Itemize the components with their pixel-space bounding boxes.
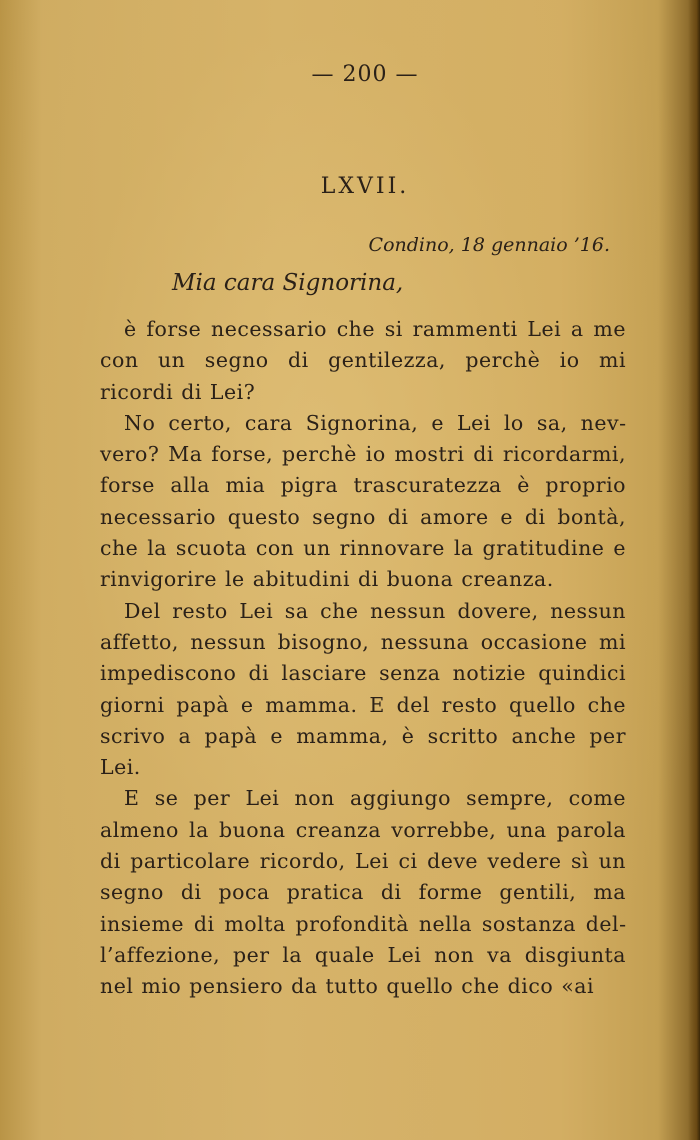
paragraph: E se per Lei non aggiungo sempre, come almeno la buona creanza vorrebbe, una parola di particolare ricordo, Lei ci deve vedere sì un segno di poca pratica di forme gentili, ma insieme di molta profondità nella sostanza dell’affezione, per la quale Lei non va disgiunta nel mio pensiero da tutto quello che dico «ai	[100, 786, 626, 999]
page-edge-shadow	[688, 0, 700, 1140]
letter-salutation: Mia cara Signorina,	[172, 270, 404, 296]
paragraph: è forse necessario che si rammenti Lei a me con un segno di gentilezza, perchè io mi ricordi di Lei?	[100, 317, 626, 404]
chapter-heading: LXVII.	[320, 174, 410, 199]
page-number: — 200 —	[311, 62, 419, 87]
paragraph: Del resto Lei sa che nessun dovere, nessun affetto, nessun bisogno, nessuna occasione mi impediscono di lasciare senza notizie quindici giorni papà e mamma. E del resto quello che scrivo a papà e mamma, è scritto anche per Lei.	[100, 598, 626, 780]
letter-body	[100, 314, 626, 1003]
letter-dateline: Condino, 18 gennaio ’16.	[368, 234, 610, 256]
paragraph: No certo, cara Signorina, e Lei lo sa, nevvero? Ma forse, perchè io mostri di ricordarmi, forse alla mia pigra trascuratezza è proprio necessario questo segno di amore e di bontà, che la scuota con un rinnovare la gratitudine e rinvigorire le abitudini di buona creanza.	[100, 410, 626, 592]
